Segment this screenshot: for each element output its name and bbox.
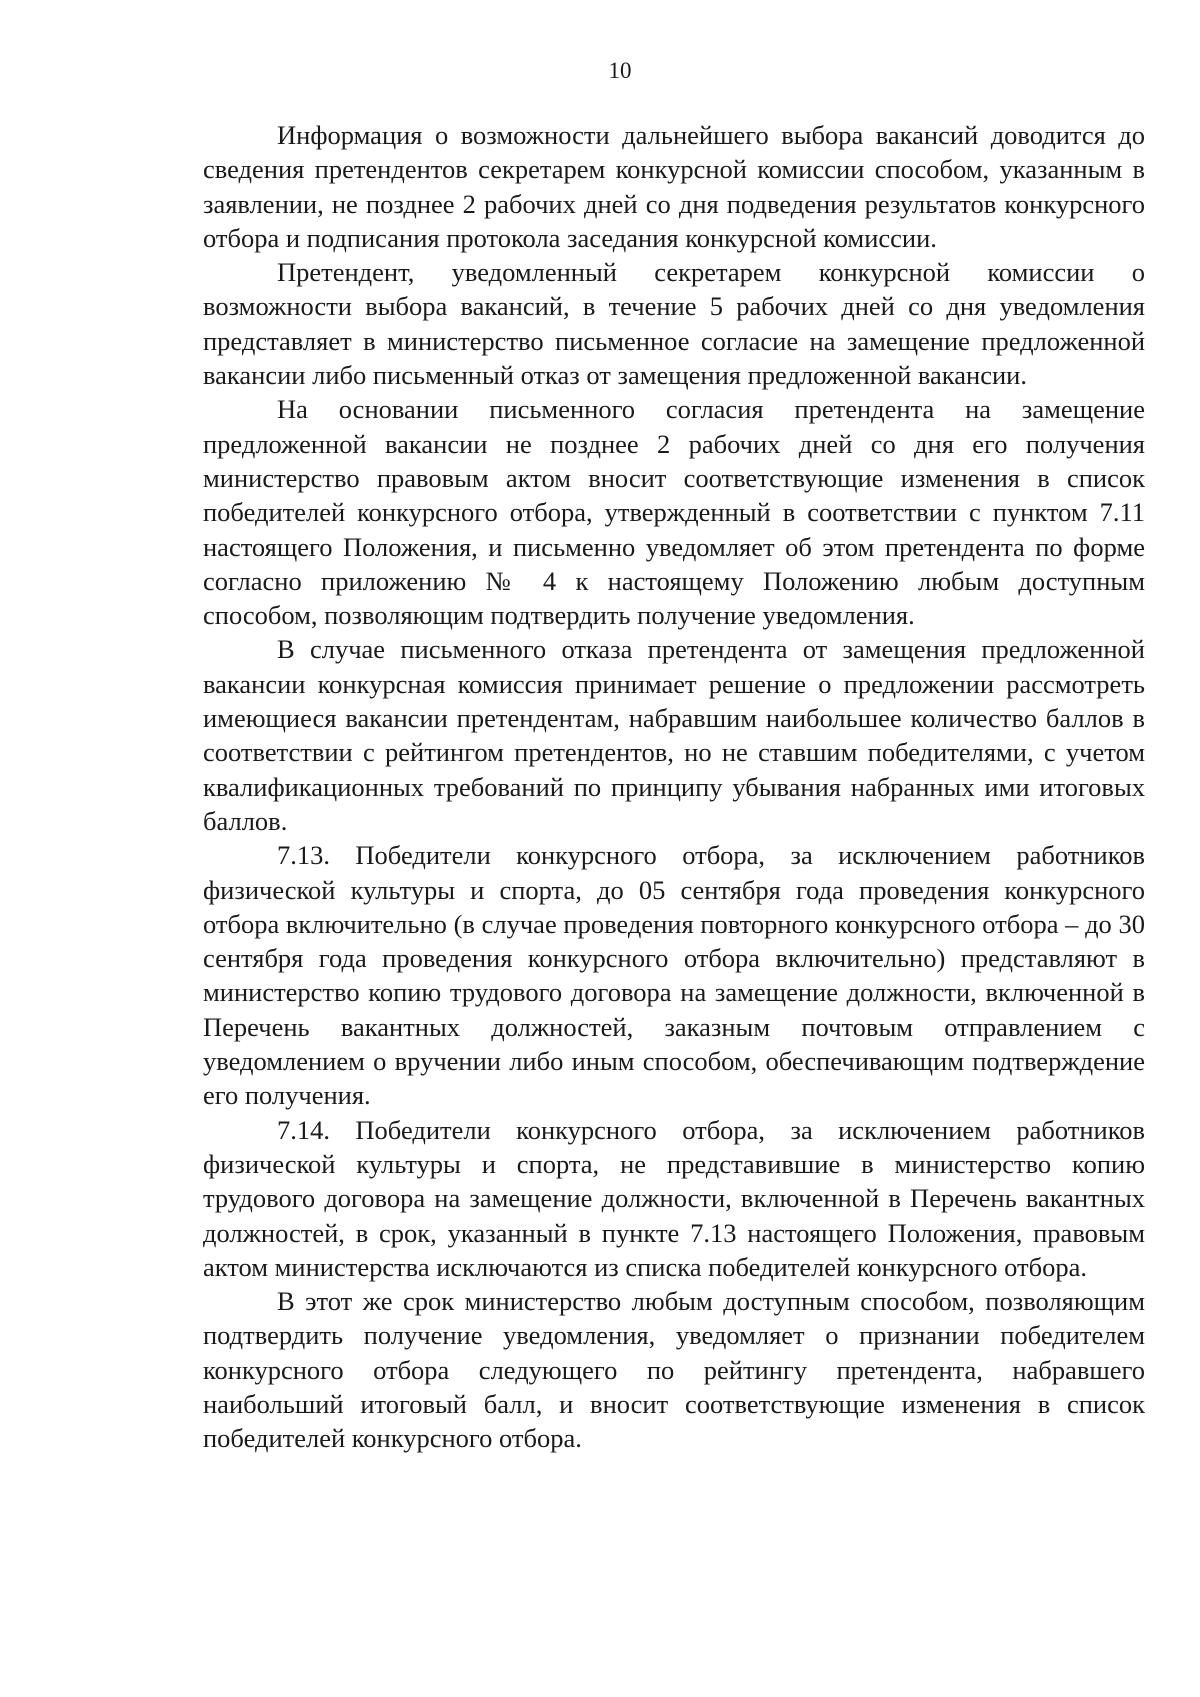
paragraph-refusal-case: В случае письменного отказа претендента от замещения предложенной вакансии конкурсная комиссия принимает решение о предложении рассмотреть имеющиеся вакансии претендентам, набравшим наибольшее количество баллов в соответствии с рейтингом претендентов, но не ставшим победителями, с учетом квалификационных требований по принципу убывания набранных ими итоговых баллов. — [203, 634, 1145, 836]
paragraph-same-term: В этот же срок министерство любым доступным способом, позволяющим подтвердить получение уведомления, уведомляет о признании победителем конкурсного отбора следующего по рейтингу претендента, набравшего наибольший итоговый балл, и вносит соответствующие изменения в список победителей конкурсного отбора. — [203, 1286, 1145, 1454]
document-body — [203, 118, 1145, 1456]
paragraph-consent-basis: На основании письменного согласия претендента на замещение предложенной вакансии не позднее 2 рабочих дней со дня его получения министерство правовым актом вносит соответствующие изменения в список победителей конкурсного отбора, утвержденный в соответствии с пунктом 7.11 настоящего Положения, и письменно уведомляет об этом претендента по форме согласно приложению № 4 к настоящему Положению любым доступным способом, позволяющим подтвердить получение уведомления. — [203, 394, 1145, 631]
paragraph-clause-7-13: 7.13. Победители конкурсного отбора, за исключением работников физической культуры и спорта, до 05 сентября года проведения конкурсного отбора включительно (в случае проведения повторного конкурсного отбора – до 30 сентября года проведения конкурсного отбора включительно) представляют в министерство копию трудового договора на замещение должности, включенной в Перечень вакантных должностей, заказным почтовым отправлением с уведомлением о вручении либо иным способом, обеспечивающим подтверждение его получения. — [203, 840, 1145, 1111]
paragraph-candidate-consent: Претендент, уведомленный секретарем конкурсной комиссии о возможности выбора вакансий, в течение 5 рабочих дней со дня уведомления представляет в министерство письменное согласие на замещение предложенной вакансии либо письменный отказ от замещения предложенной вакансии. — [203, 257, 1145, 391]
paragraph-clause-7-14: 7.14. Победители конкурсного отбора, за исключением работников физической культуры и спорта, не представившие в министерство копию трудового договора на замещение должности, включенной в Перечень вакантных должностей, в срок, указанный в пункте 7.13 настоящего Положения, правовым актом министерства исключаются из списка победителей конкурсного отбора. — [203, 1114, 1145, 1282]
page-number: 10 — [608, 58, 632, 83]
paragraph-vacancy-info: Информация о возможности дальнейшего выбора вакансий доводится до сведения претендентов секретарем конкурсной комиссии способом, указанным в заявлении, не позднее 2 рабочих дней со дня подведения результатов конкурсного отбора и подписания протокола заседания конкурсной комиссии. — [203, 120, 1145, 253]
